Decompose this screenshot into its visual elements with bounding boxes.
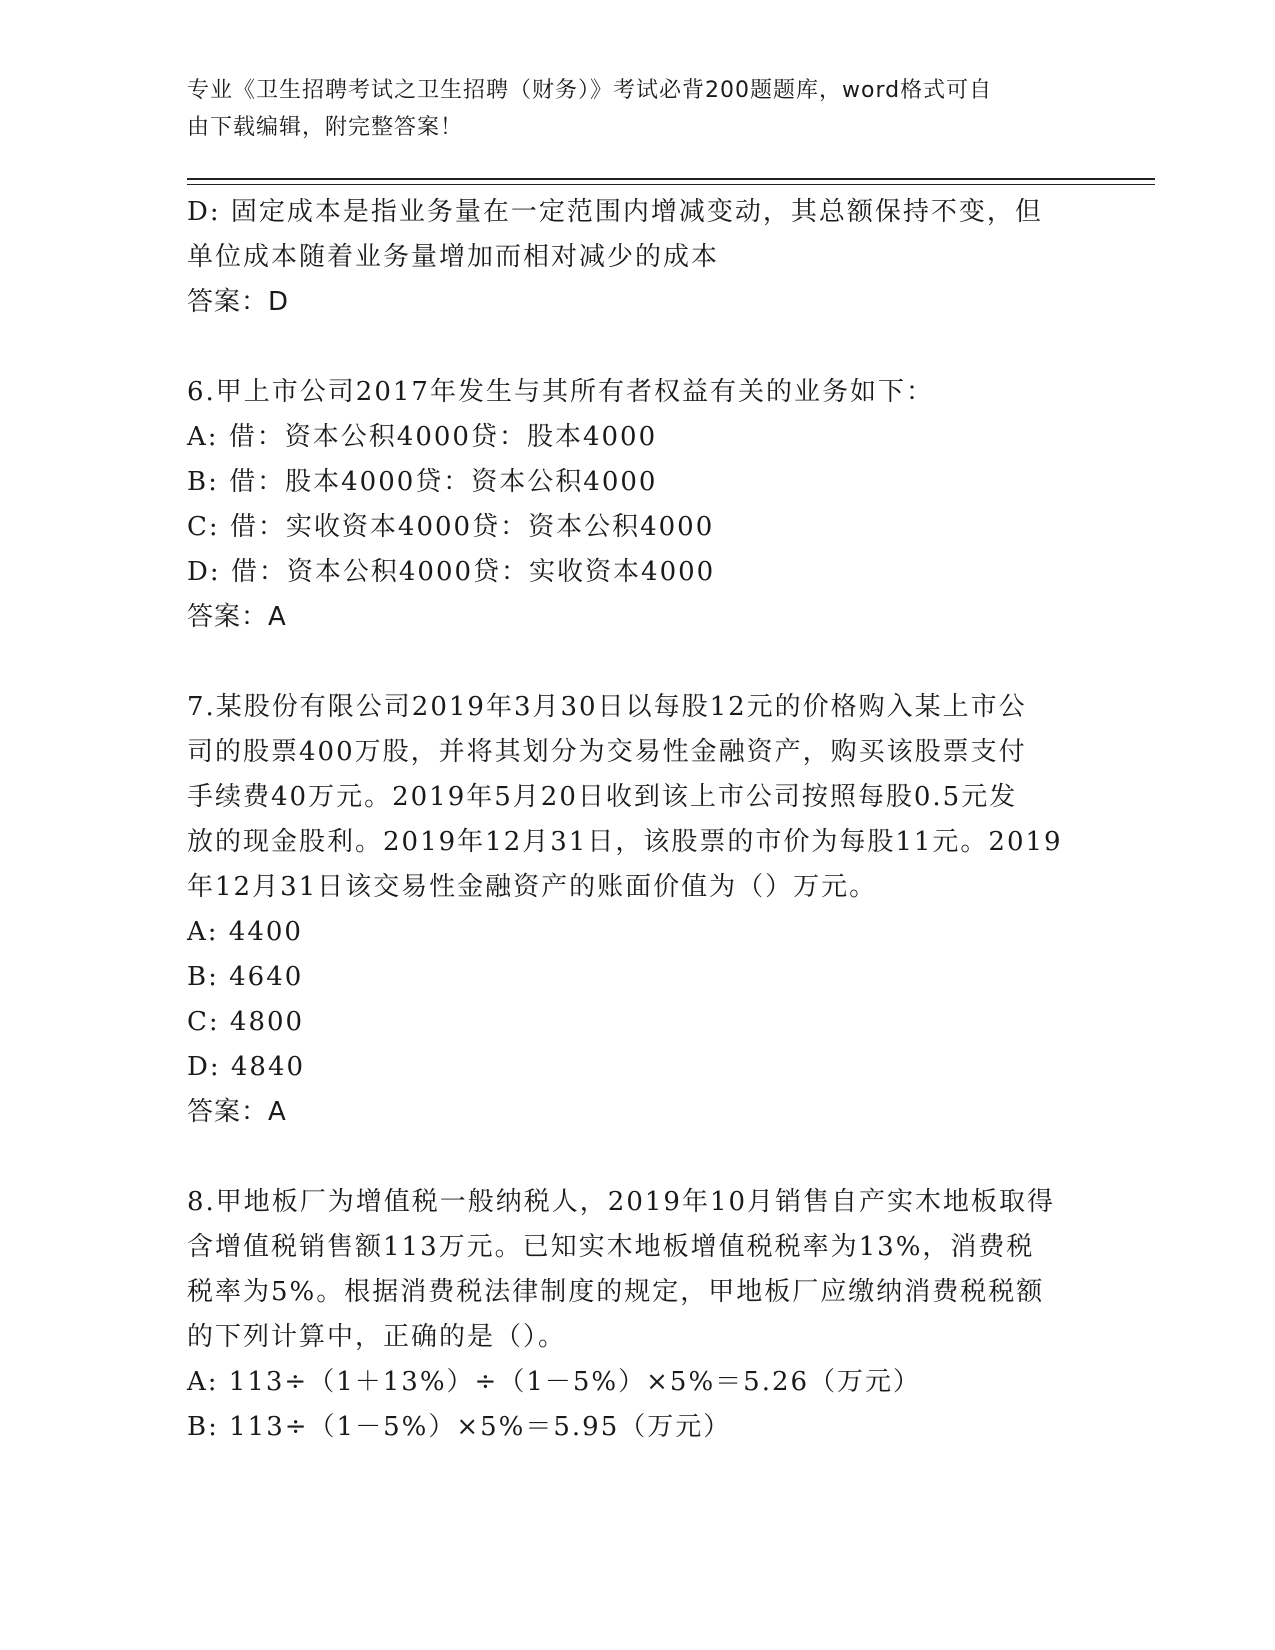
question-stem-line: 7.某股份有限公司2019年3月30日以每股12元的价格购入某上市公 (187, 692, 1027, 722)
question-stem-line: 年12月31日该交易性金融资产的账面价值为（）万元。 (187, 872, 878, 902)
option-c: C: 借：实收资本4000贷：资本公积4000 (187, 512, 715, 542)
question-stem-line: 含增值税销售额113万元。已知实木地板增值税税率为13%，消费税 (187, 1232, 1035, 1262)
document-header (187, 72, 1087, 146)
option-a: A: 借：资本公积4000贷：股本4000 (187, 422, 658, 452)
question-stem-line: 的下列计算中，正确的是（）。 (187, 1322, 567, 1352)
question-6 (187, 370, 1087, 640)
spacer (187, 1135, 1087, 1180)
header-divider-thick (187, 178, 1155, 180)
option-d: D: 借：资本公积4000贷：实收资本4000 (187, 557, 716, 587)
question-stem-line: 手续费40万元。2019年5月20日收到该上市公司按照每股0.5元发 (187, 782, 1018, 812)
option-d: D: 固定成本是指业务量在一定范围内增减变动，其总额保持不变，但 (187, 197, 1043, 227)
answer-line: 答案：A (187, 602, 287, 632)
option-b: B: 4640 (187, 962, 304, 992)
spacer (187, 640, 1087, 685)
option-c: C: 4800 (187, 1007, 305, 1037)
question-5-continued (187, 190, 1087, 325)
option-b: B: 113÷（1－5%）×5%＝5.95（万元） (187, 1412, 732, 1442)
option-b: B: 借：股本4000贷：资本公积4000 (187, 467, 658, 497)
header-line-2: 由下载编辑，附完整答案！ (187, 115, 464, 140)
question-stem: 6.甲上市公司2017年发生与其所有者权益有关的业务如下： (187, 377, 934, 407)
document-body (187, 190, 1087, 1450)
question-stem-line: 司的股票400万股，并将其划分为交易性金融资产，购买该股票支付 (187, 737, 1027, 767)
header-divider-thin (187, 184, 1155, 185)
question-8 (187, 1180, 1087, 1450)
option-d-continued: 单位成本随着业务量增加而相对减少的成本 (187, 242, 720, 272)
answer-line: 答案：A (187, 1097, 287, 1127)
question-7 (187, 685, 1087, 1135)
question-stem-line: 放的现金股利。2019年12月31日，该股票的市价为每股11元。2019 (187, 827, 1063, 857)
option-a: A: 113÷（1＋13%）÷（1－5%）×5%＝5.26（万元） (187, 1367, 922, 1397)
option-a: A: 4400 (187, 917, 303, 947)
spacer (187, 325, 1087, 370)
option-d: D: 4840 (187, 1052, 306, 1082)
question-stem-line: 8.甲地板厂为增值税一般纳税人，2019年10月销售自产实木地板取得 (187, 1187, 1056, 1217)
header-line-1: 专业《卫生招聘考试之卫生招聘（财务）》考试必背200题题库，word格式可自 (187, 78, 993, 103)
question-stem-line: 税率为5%。根据消费税法律制度的规定，甲地板厂应缴纳消费税税额 (187, 1277, 1045, 1307)
answer-line: 答案：D (187, 287, 290, 317)
